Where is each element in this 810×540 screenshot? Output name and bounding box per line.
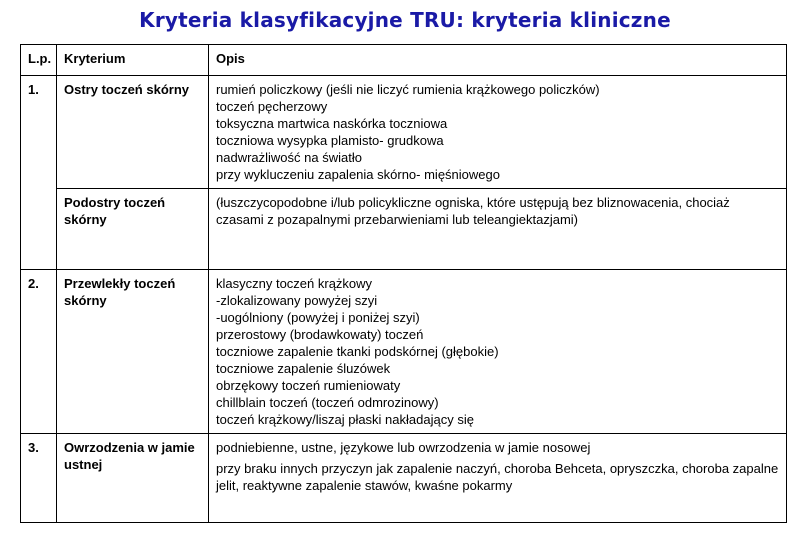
description-line: toczniowa wysypka plamisto- grudkowa — [216, 133, 444, 148]
description-line: klasyczny toczeń krążkowy — [216, 276, 373, 291]
header-lp: L.p. — [21, 45, 57, 76]
table-row — [21, 270, 787, 434]
description-text: przy braku innych przyczyn jak zapalenie naczyń, choroba Behceta, opryszczka, choroba zapalne jelit, reaktywne zapalenie stawów, kwaśne pokarmy — [216, 461, 779, 493]
criterion-description — [209, 434, 787, 523]
table-row — [21, 189, 787, 270]
header-description: Opis — [209, 45, 787, 76]
table-header-row — [21, 45, 787, 76]
row-number: 3. — [21, 434, 57, 523]
row-number: 2. — [21, 270, 57, 434]
table-row — [21, 434, 787, 523]
table-row — [21, 76, 787, 189]
criterion-description — [209, 189, 787, 270]
description-line: chillblain toczeń (toczeń odmrozinowy) — [216, 395, 439, 410]
criterion-description — [209, 76, 787, 189]
description-line: rumień policzkowy (jeśli nie liczyć rumienia krążkowego policzków) — [216, 82, 600, 97]
description-line: toczeń krążkowy/liszaj płaski nakładający się — [216, 412, 474, 427]
criterion-name: Przewlekły toczeń skórny — [57, 270, 209, 434]
description-line: toczniowe zapalenie tkanki podskórnej (głębokie) — [216, 344, 499, 359]
description-line: -uogólniony (powyżej i poniżej szyi) — [216, 310, 420, 325]
description-text: (łuszczycopodobne i/lub policykliczne ogniska, które ustępują bez bliznowacenia, chociaż czasami z pozapalnymi przebarwieniami lub teleangiektazjami) — [216, 195, 730, 227]
header-criterion: Kryterium — [57, 45, 209, 76]
description-line: toksyczna martwica naskórka toczniowa — [216, 116, 448, 131]
description-line: toczeń pęcherzowy — [216, 99, 328, 114]
description-text: podniebienne, ustne, językowe lub owrzodzenia w jamie nosowej — [216, 440, 591, 455]
description-line: przerostowy (brodawkowaty) toczeń — [216, 327, 424, 342]
criterion-name: Ostry toczeń skórny — [57, 76, 209, 189]
description-line: nadwrażliwość na światło — [216, 150, 362, 165]
description-line: przy wykluczeniu zapalenia skórno- mięśniowego — [216, 167, 500, 182]
criterion-description — [209, 270, 787, 434]
description-line: toczniowe zapalenie śluzówek — [216, 361, 391, 376]
row-number: 1. — [21, 76, 57, 270]
description-line: -zlokalizowany powyżej szyi — [216, 293, 378, 308]
page-title: Kryteria klasyfikacyjne TRU: kryteria kliniczne — [139, 8, 671, 32]
description-line: obrzękowy toczeń rumieniowaty — [216, 378, 401, 393]
criterion-name: Owrzodzenia w jamie ustnej — [57, 434, 209, 523]
criterion-name: Podostry toczeń skórny — [57, 189, 209, 270]
criteria-table — [20, 44, 787, 523]
